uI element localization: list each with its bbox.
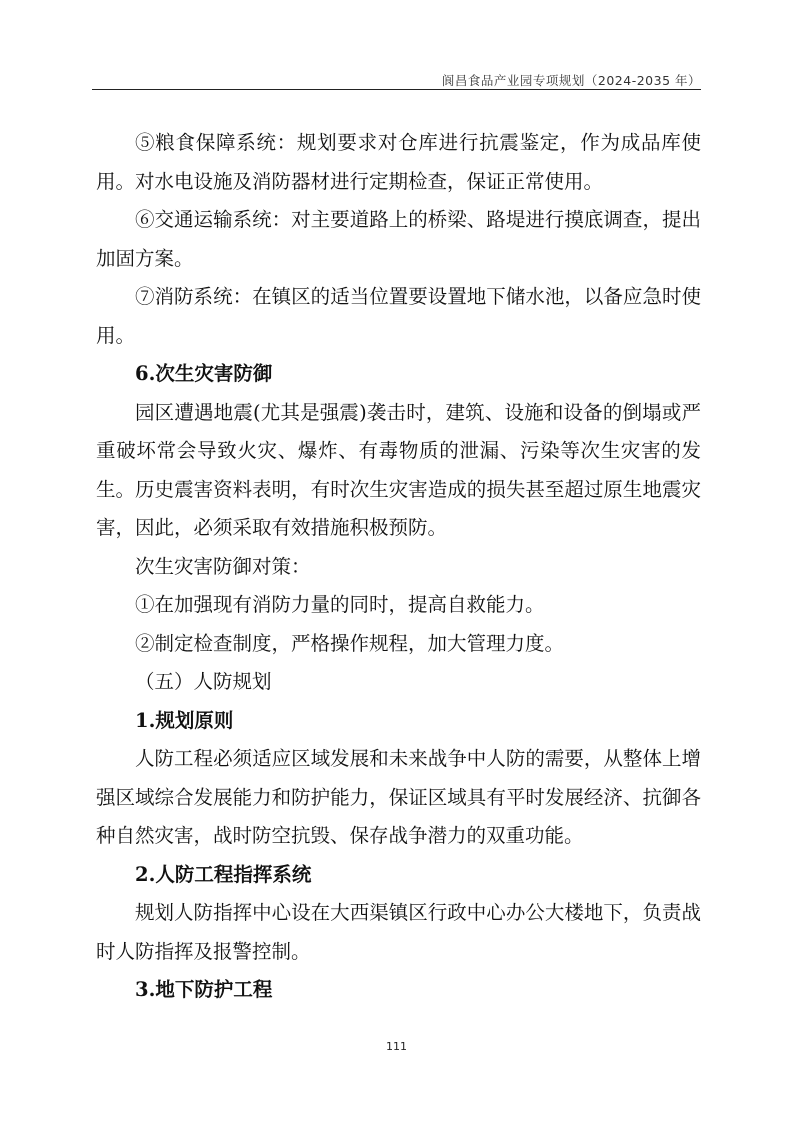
countermeasures-intro: 次生灾害防御对策： xyxy=(135,554,311,578)
running-header: 阆昌食品产业园专项规划（2024-2035 年） xyxy=(441,73,701,88)
countermeasure-1: ①在加强现有消防力量的同时，提高自救能力。 xyxy=(135,593,545,616)
header-rule xyxy=(92,89,701,90)
command-paragraph: 规划人防指挥中心设在大西渠镇区行政中心办公大楼地下，负责战时人防指挥及报警控制。 xyxy=(96,901,701,963)
section-civil-defense: （五）人防规划 xyxy=(135,670,272,693)
transport-paragraph: ⑥交通运输系统：对主要道路上的桥梁、路堤进行摸底调查，提出加固方案。 xyxy=(96,208,701,270)
heading-command-system: 2.人防工程指挥系统 xyxy=(135,862,312,886)
fire-system-paragraph: ⑦消防系统：在镇区的适当位置要设置地下储水池，以备应急时使用。 xyxy=(96,285,701,347)
principles-paragraph: 人防工程必须适应区域发展和未来战争中人防的需要，从整体上增强区域综合发展能力和防护能力，保证区域具有平时发展经济、抗御各种自然灾害，战时防空抗毁、保存战争潜力的双重功能。 xyxy=(96,747,701,847)
grain-security-paragraph: ⑤粮食保障系统：规划要求对仓库进行抗震鉴定，作为成品库使用。对水电设施及消防器材进行定期检查，保证正常使用。 xyxy=(96,131,701,193)
page-number: 111 xyxy=(386,1040,407,1053)
countermeasure-2: ②制定检查制度，严格操作规程，加大管理力度。 xyxy=(135,631,565,655)
heading-secondary-disaster: 6.次生灾害防御 xyxy=(135,362,273,385)
heading-underground-protection: 3.地下防护工程 xyxy=(135,978,273,1001)
secondary-disaster-paragraph: 园区遭遇地震(尤其是强震)袭击时，建筑、设施和设备的倒塌或严重破坏常会导致火灾、爆炸、有毒物质的泄漏、污染等次生灾害的发生。历史震害资料表明，有时次生灾害造成的损失甚至超过原生地震灾害，因此，必须采取有效措施积极预防。 xyxy=(96,400,701,539)
page-body xyxy=(96,124,701,1010)
heading-planning-principles: 1.规划原则 xyxy=(135,708,234,732)
